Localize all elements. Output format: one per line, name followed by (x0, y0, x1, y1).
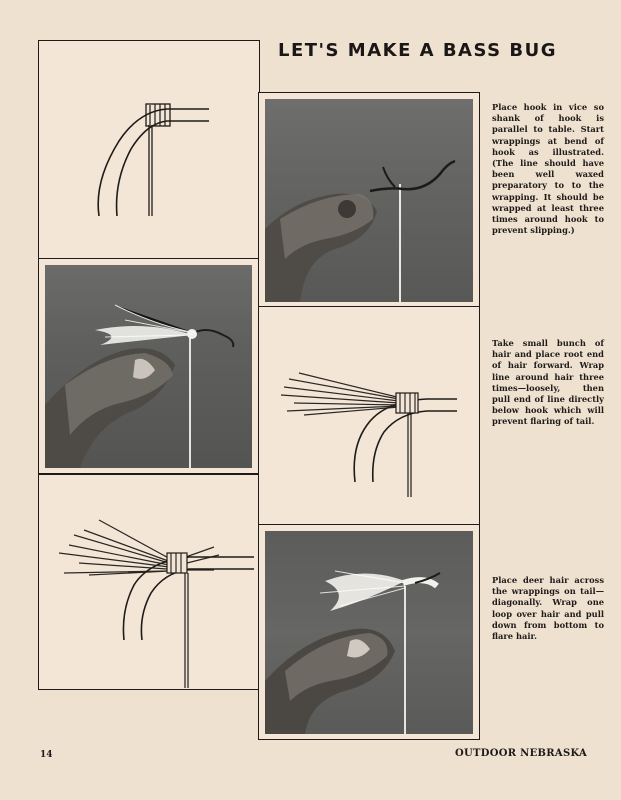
photo-hair-tail (45, 265, 252, 468)
photo-hook-in-vice (265, 99, 473, 302)
photo-panel-hook-in-vice (258, 92, 480, 308)
drawing-panel-wrap-start (38, 40, 260, 260)
hair-tie-drawing (259, 307, 478, 524)
drawing-panel-hair-tie (258, 306, 480, 526)
magazine-name: OUTDOOR NEBRASKA (455, 748, 588, 759)
page-title: LET'S MAKE A BASS BUG (278, 40, 557, 61)
photo-flared-hair (265, 531, 473, 734)
caption-step-3: Place deer hair across the wrappings on tail—diagonally. Wrap one loop over hair and pull down from bottom to flare hair. (492, 575, 604, 642)
page-number: 14 (40, 750, 53, 760)
caption-step-2: Take small bunch of hair and place root end of hair forward. Wrap line around hair three times—loosely, then pull end of line directly below hook which will prevent flaring of tail. (492, 338, 604, 427)
deer-hair-drawing (39, 475, 258, 688)
hook-wrap-drawing (39, 41, 258, 258)
photo-panel-flared-hair (258, 524, 480, 740)
drawing-panel-deer-hair (38, 474, 260, 690)
photo-panel-hair-tail (38, 258, 260, 474)
caption-step-1: Place hook in vice so shank of hook is parallel to table. Start wrappings at bend of hook as illustrated. (The line should have been well waxed preparatory to to the wrapping. It should be wrapped at least three times around hook to prevent slipping.) (492, 102, 604, 236)
